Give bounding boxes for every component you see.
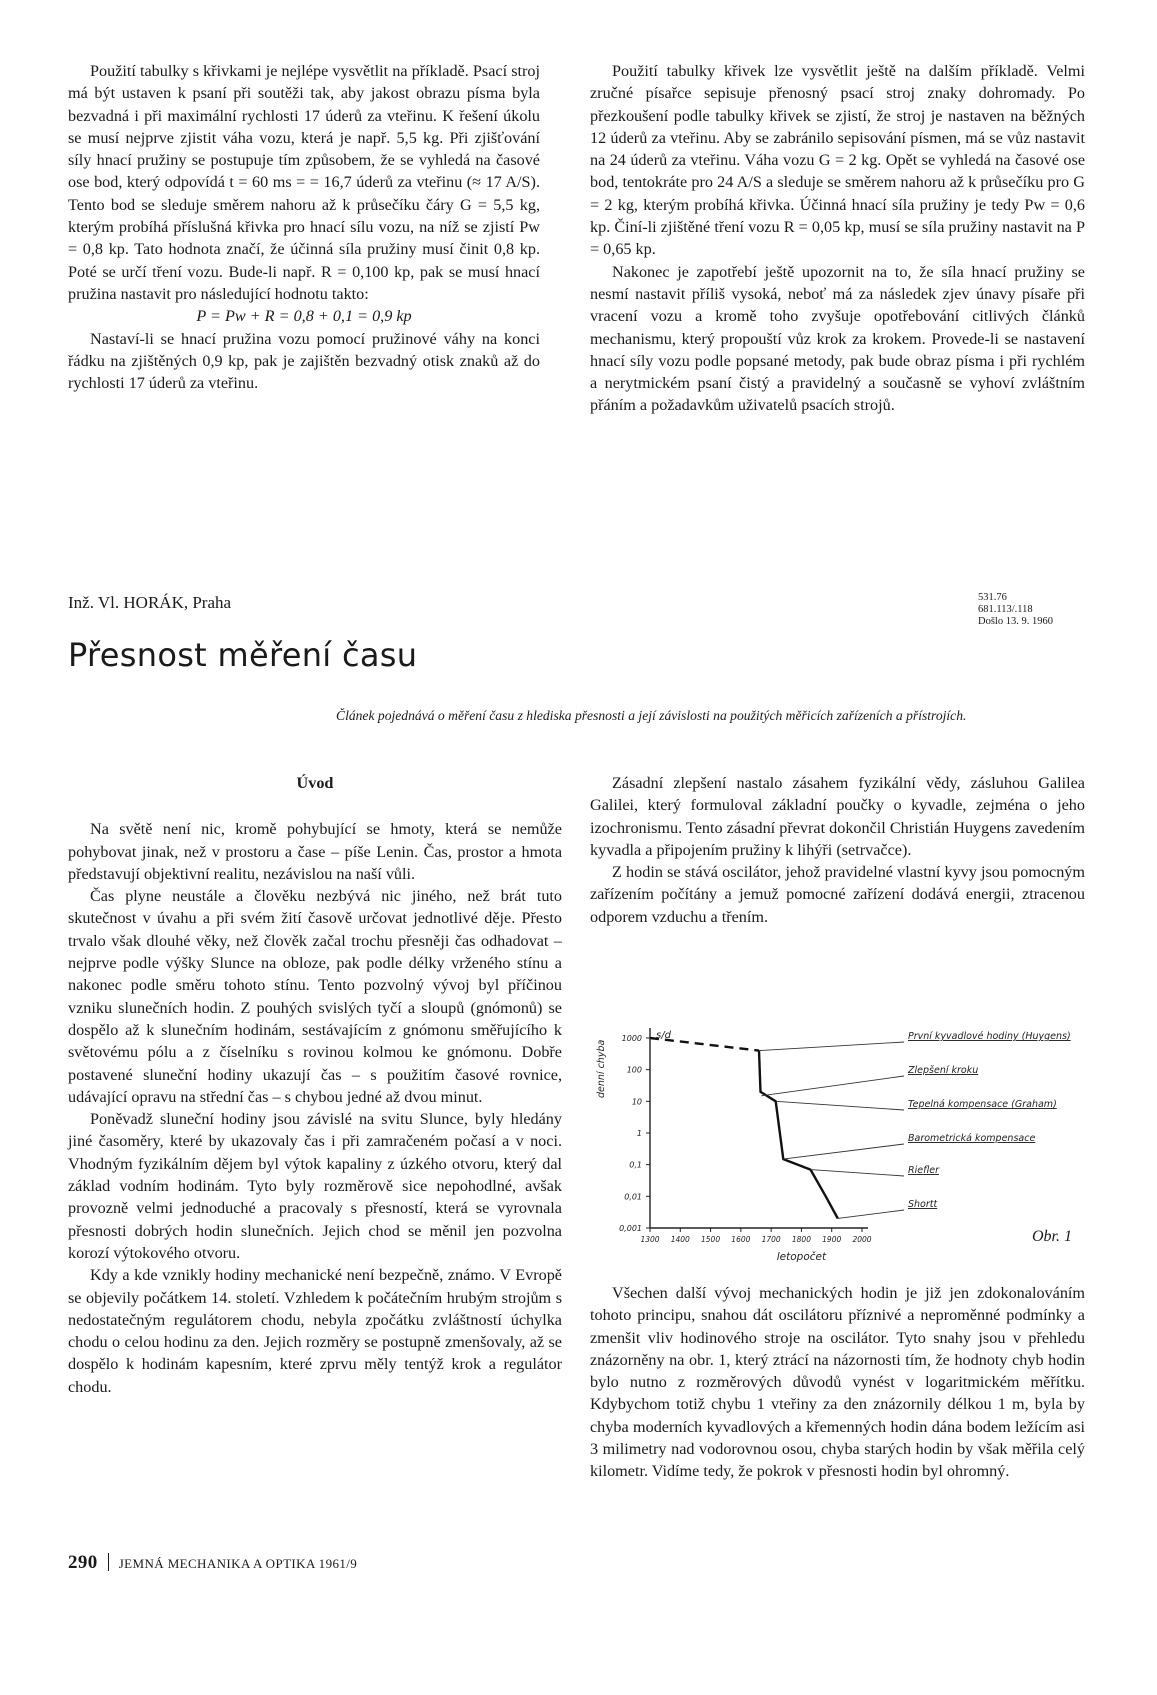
annotation-label: Zlepšení kroku: [908, 1065, 979, 1076]
top-right-column: [590, 60, 1085, 417]
figure-chart: [590, 1000, 1092, 1262]
figure-caption: Obr. 1: [1032, 1228, 1073, 1245]
paragraph: Kdy a kde vznikly hodiny mechanické není bezpečně, známo. V Evropě se objevily počátkem 14. století. Vzhledem k počátečním hrubým strojům s nedostatečným regulátorem chodu, nebyla zpočátku zvláštností úchylka chodu o celou hodinu za den. Jejich rozměry se postupně zmenšovaly, až se dospělo k hodinám kapesním, které zprvu měly tentýž krok a regulátor chodu.: [68, 1266, 562, 1396]
y-axis-label: denní chyba: [596, 1039, 607, 1098]
footer-divider: [108, 1553, 109, 1571]
formula: P = Pw + R = 0,8 + 0,1 = 0,9 kp: [196, 307, 412, 326]
annotation-leader: [761, 1076, 904, 1096]
annotation-leader: [759, 1042, 904, 1051]
section-heading: Úvod: [296, 774, 334, 792]
annotation-label: Tepelná kompensace (Graham): [908, 1099, 1057, 1110]
paragraph: Všechen další vývoj mechanických hodin je již jen zdokonalováním tohoto principu, snahou dát oscilátoru příznivé a neproměnné podmínky a zmenšit vliv hodinového stroje na oscilátor. Tyto snahy jsou v přehledu znázorněny na obr. 1, který ztrácí na názornosti tím, že hodnoty chyb hodin bylo nutno z rozměrových důvodů vynést v logaritmickém měřítku. Kdybychom totiž chybu 1 vteřiny za den znázornily délkou 1 m, byla by chyba moderních kyvadlových a křemenných hodin dána bodem ležícím asi 3 milimetry nad vodorovnou osou, chyba starých hodin by však měřila celý kilometr. Vidíme tedy, že pokrok v přesnosti hodin byl ohromný.: [590, 1284, 1085, 1481]
y-tick-label: 0,01: [624, 1192, 642, 1202]
y-unit-label: s/d: [656, 1030, 671, 1041]
received-date: Došlo 13. 9. 1960: [978, 616, 1053, 627]
y-tick-label: 1000: [621, 1034, 642, 1043]
paragraph: Poněvadž sluneční hodiny jsou závislé na svitu Slunce, byly hledány jiné časoměry, které by ukazovaly čas i při zamračeném počasí a v noci. Vhodným fyzikálním dějem byl výtok kapaliny z úzkého otvoru, který dal základ vodním hodinám. Tyto byly rozměrově sice nepohodlné, avšak provozně velmi jednoduché a pracovaly s přesností, která se vyrovnala přesnosti dobrých hodin slunečních. Jejich chod se měnil jen pozvolna korozí výtokového otvoru.: [68, 1110, 562, 1262]
annotation-leader: [811, 1170, 904, 1176]
x-tick-label: 1900: [822, 1235, 842, 1244]
x-tick-label: 1500: [701, 1235, 721, 1244]
abstract: Článek pojednává o měření času z hlediska přesnosti a její závislosti na použitých měřicích zařízeních a přístrojích.: [336, 708, 967, 723]
page-number: 290: [68, 1552, 98, 1573]
x-tick-label: 2000: [852, 1235, 872, 1244]
author-byline: Inž. Vl. HORÁK, Praha: [68, 593, 232, 612]
bottom-left-column: [68, 772, 562, 1398]
paragraph: Nakonec je zapotřebí ještě upozornit na to, že síla hnací pružiny se nesmí nastavit příliš vysoká, neboť má za následek zjev únavy písaře při vracení vozu a kromě toho zvyšuje opotřebování citlivých článků mechanismu, který propouští vůz krok za krokem. Provede-li se nastavení hnací síly vozu podle popsané metody, pak bude obraz písma i při rychlém a nerytmickém psaní čistý a pravidelný a současně se vyhoví zvláštním přáním a požadavkům uživatelů psacích strojů.: [590, 262, 1085, 415]
annotation-label: Riefler: [908, 1165, 939, 1176]
journal-name: JEMNÁ MECHANIKA A OPTIKA 1961/9: [118, 1556, 358, 1571]
y-tick-label: 0,1: [629, 1160, 642, 1170]
x-tick-label: 1700: [761, 1235, 781, 1244]
paragraph: Zásadní zlepšení nastalo zásahem fyzikální vědy, zásluhou Galilea Galilei, který formuloval základní poučky o kyvadle, zejména o jeho izochronismu. Tento zásadní převrat dokončil Christián Huygens zavedením kyvadla a připojením pružiny k lihýři (setrvačce).: [590, 774, 1085, 859]
udc-code: 681.113/.118: [978, 604, 1033, 615]
paragraph: Použití tabulky křivek lze vysvětlit ještě na dalším příkladě. Velmi zručné písařce sepisuje přenosný psací stroj znaky dohromady. Po přezkoušení podle tabulky křivek se zjistí, že stroj je nastaven na běžných 12 úderů za vteřinu. Aby se zabránilo sepisování písmen, má se vůz nastavit na 24 úderů za vteřinu. Váha vozu G = 2 kg. Opět se vyhledá na časové ose bod, tentokráte pro 24 A/S a sleduje se směrem nahoru až k průsečíku pro G = 2 kg, kterým probíhá křivka. Účinná hnací síla pružiny je tedy Pw = 0,6 kp. Činí-li zjištěné tření vozu R = 0,05 kp, musí se síla pružiny nastavit na P = 0,65 kp.: [590, 62, 1085, 259]
annotation-leader: [838, 1210, 904, 1218]
udc-block: [978, 592, 1053, 628]
x-tick-label: 1400: [670, 1235, 690, 1244]
paragraph: Na světě není nic, kromě pohybující se hmoty, která se nemůže pohybovat jinak, než v prostoru a čase – píše Lenin. Čas, prostor a hmota představují objektivní realitu, nezávislou na naší vůli.: [68, 820, 562, 883]
series-line-2: [759, 1051, 838, 1219]
x-axis-label: letopočet: [776, 1251, 827, 1262]
series-line-1: [650, 1038, 759, 1051]
annotation-leader: [776, 1101, 904, 1110]
annotation-leader: [783, 1144, 904, 1159]
top-left-column: [68, 60, 540, 394]
x-tick-label: 1600: [731, 1235, 751, 1244]
x-tick-label: 1800: [791, 1235, 811, 1244]
paragraph: Čas plyne neustále a člověku nezbývá nic jiného, než brát tuto skutečnost v úvahu a při svém žití časově určovat jednotlivé děje. Přesto trvalo však dlouhé věky, než člověk začal trochu přesněji čas odhadovat – nejprve podle výšky Slunce na obloze, pak podle délky vrženého stínu a nakonec podle směru tohoto stínu. Tento pozvolný vývoj byl příčinou vzniku slunečních hodin. Z pouhých svislých tyčí a sloupů (gnómonů) se dospělo až k slunečním hodinám, sestávajícím z gnómonu směřujícího k světovému pólu a z číselníku s rovinou kolmou ke gnómonu. Dobře postavené sluneční hodiny ukazují čas – s použitím časové rovnice, udávající opravu na střední čas – s chybou jedné až dvou minut.: [68, 887, 562, 1106]
y-tick-label: 1: [636, 1129, 642, 1138]
annotation-label: Barometrická kompensace: [908, 1133, 1036, 1144]
y-tick-label: 0,001: [619, 1224, 642, 1233]
bottom-right-column-continued: [590, 1282, 1085, 1483]
annotation-label: Shortt: [908, 1199, 938, 1210]
x-tick-label: 1300: [640, 1235, 660, 1244]
y-tick-label: 100: [626, 1065, 642, 1075]
paragraph: Nastaví-li se hnací pružina vozu pomocí pružinové váhy na konci řádku na zjištěných 0,9 kp, pak je zajištěn bezvadný otisk znaků až do rychlosti 17 úderů za vteřinu.: [68, 329, 540, 393]
annotation-label: První kyvadlové hodiny (Huygens): [908, 1031, 1071, 1042]
y-tick-label: 10: [631, 1097, 642, 1107]
udc-code: 531.76: [978, 592, 1007, 603]
paragraph: Použití tabulky s křivkami je nejlépe vysvětlit na příkladě. Psací stroj má být ustaven k psaní při soutěži tak, aby jakost obrazu písma byla bezvadná i při maximální rychlosti 17 úderů za vteřinu. K řešení úkolu se musí nejprve zjistit váha vozu, která je např. 5,5 kg. Při zjišťování síly hnací pružiny se postupuje tím způsobem, že se vyhledá na časové ose bod, který odpovídá t = 60 ms = = 16,7 úderů za vteřinu (≈ 17 A/S). Tento bod se sleduje směrem nahoru až k průsečíku čáry G = 5,5 kg, kterým probíhá příslušná křivka pro hnací sílu vozu, na níž se zjistí Pw = 0,8 kp. Tato hodnota značí, že účinná síla pružiny musí činit 0,8 kp. Poté se určí tření vozu. Bude-li např. R = 0,100 kp, pak se musí hnací pružina nastavit pro následující hodnotu takto:: [68, 62, 540, 303]
page-footer: [68, 1552, 357, 1574]
paragraph: Z hodin se stává oscilátor, jehož pravidelné vlastní kyvy jsou pomocným zařízením počítány a jemuž pomocné zařízení dodává energii, ztracenou odporem vzduchu a třením.: [590, 863, 1085, 926]
bottom-right-column: [590, 772, 1085, 928]
article-title: Přesnost měření času: [68, 636, 418, 674]
